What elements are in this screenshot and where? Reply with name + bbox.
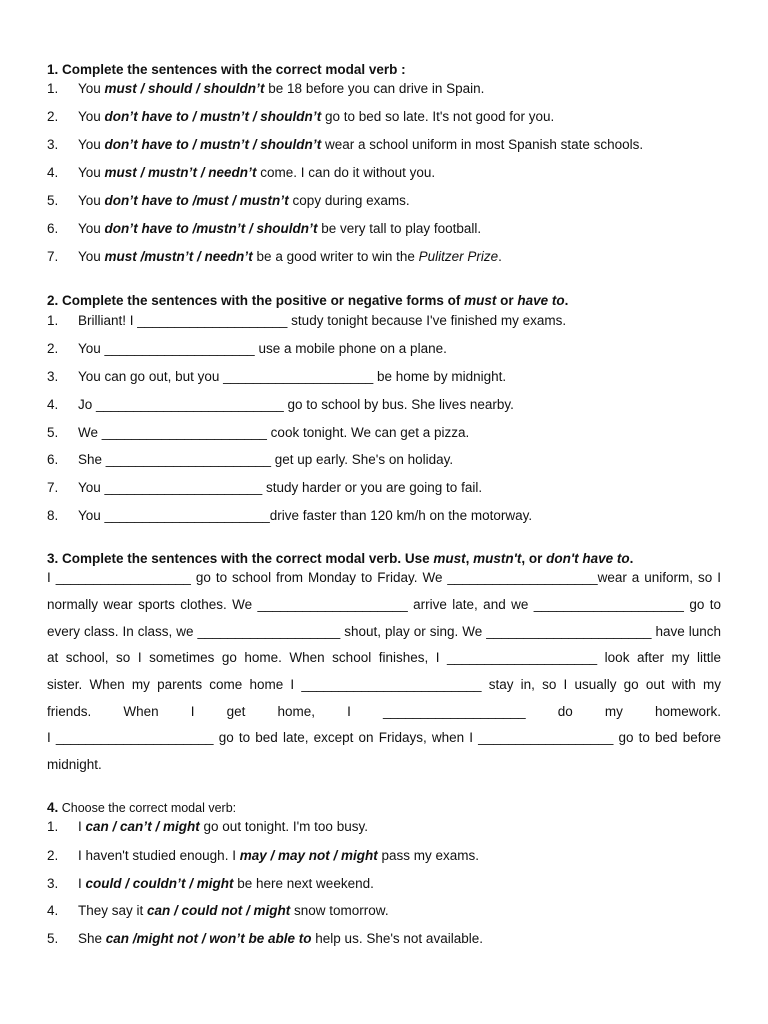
item-number: 5. <box>47 931 59 946</box>
item-text: You _____________________ study harder or you are going to fail. <box>78 480 483 495</box>
s4-item-1 <box>47 819 368 834</box>
item-number: 7. <box>47 480 59 495</box>
modal-options: can /might not / won’t be able to <box>105 931 312 946</box>
item-number: 4. <box>47 165 59 180</box>
item-text-post: snow tomorrow. <box>290 903 389 918</box>
item-number: 3. <box>47 369 59 384</box>
paragraph-line: at school, so I sometimes go home. When school finishes, I ____________________ look after my little <box>47 650 721 665</box>
item-number: 6. <box>47 452 59 467</box>
item-number: 6. <box>47 221 59 236</box>
title-text: 2. Complete the sentences with the positive or negative forms of <box>47 293 465 308</box>
modal-options: don’t have to /must / mustn’t <box>104 193 289 208</box>
item-number: 1. <box>47 81 59 96</box>
paragraph-line: normally wear sports clothes. We ____________________ arrive late, and we ____________________ go to <box>47 597 721 612</box>
s2-item-6 <box>47 452 453 467</box>
item-text: You ______________________drive faster than 120 km/h on the motorway. <box>78 508 533 523</box>
s2-item-1 <box>47 313 566 328</box>
s1-item-4 <box>47 165 435 180</box>
s2-item-4 <box>47 397 514 412</box>
item-text-pre: You <box>78 165 105 180</box>
paragraph-line: I _____________________ go to bed late, except on Fridays, when I __________________ go to bed before <box>47 730 721 745</box>
item-text-pre: You <box>78 137 105 152</box>
s2-item-3 <box>47 369 506 384</box>
paragraph-line: midnight. <box>47 757 102 772</box>
item-number: 1. <box>47 819 59 834</box>
section-3-title <box>47 551 633 566</box>
modal-options: can / can’t / might <box>85 819 200 834</box>
item-text-pre: She <box>78 931 106 946</box>
item-text-post: go to bed so late. It's not good for you. <box>321 109 555 124</box>
item-number: 7. <box>47 249 59 264</box>
item-number: 4. <box>47 397 59 412</box>
modal-options: must / should / shouldn’t <box>104 81 265 96</box>
modal-options: may / may not / might <box>239 848 378 863</box>
s1-item-3 <box>47 137 643 152</box>
s2-item-8 <box>47 508 532 523</box>
s1-item-7 <box>47 249 502 264</box>
item-text: You can go out, but you ____________________ be home by midnight. <box>78 369 507 384</box>
item-number: 1. <box>47 313 59 328</box>
title-keyword: have to <box>517 293 565 308</box>
item-number: 8. <box>47 508 59 523</box>
item-text-pre: They say it <box>78 903 148 918</box>
item-text-pre: You <box>78 249 105 264</box>
item-text-post: wear a school uniform in most Spanish state schools. <box>321 137 644 152</box>
title-keyword: mustn't <box>473 551 522 566</box>
s1-item-2 <box>47 109 554 124</box>
title-keyword: don't have to <box>546 551 630 566</box>
title-text: or <box>496 293 518 308</box>
paragraph-line: I __________________ go to school from Monday to Friday. We ____________________wear a uniform, so I <box>47 570 721 585</box>
paragraph-line: sister. When my parents come home I ________________________ stay in, so I usually go out with my <box>47 677 721 692</box>
title-text: , <box>465 551 474 566</box>
item-number: 5. <box>47 193 59 208</box>
item-number: 3. <box>47 876 59 891</box>
item-text-post: pass my exams. <box>377 848 480 863</box>
section-1-title: 1. Complete the sentences with the correct modal verb : <box>47 62 406 77</box>
s4-item-5 <box>47 931 483 946</box>
item-text-post: come. I can do it without you. <box>256 165 436 180</box>
modal-options: can / could not / might <box>147 903 291 918</box>
item-text-pre: I <box>78 819 86 834</box>
s4-item-2 <box>47 848 479 863</box>
item-text-post: copy during exams. <box>288 193 410 208</box>
title-number: 4. <box>47 800 59 815</box>
s1-item-6 <box>47 221 481 236</box>
item-text-pre: You <box>78 81 105 96</box>
item-text-post: go out tonight. I'm too busy. <box>199 819 368 834</box>
modal-options: don’t have to / mustn’t / shouldn’t <box>104 137 322 152</box>
modal-options: must / mustn’t / needn’t <box>104 165 257 180</box>
title-text: , or <box>521 551 547 566</box>
s4-item-3 <box>47 876 374 891</box>
s1-item-1 <box>47 81 484 96</box>
item-text-pre: You <box>78 193 105 208</box>
modal-options: must /mustn’t / needn’t <box>104 249 253 264</box>
title-keyword: must <box>433 551 466 566</box>
item-text-pre: You <box>78 221 105 236</box>
item-text-post: be very tall to play football. <box>317 221 482 236</box>
section-2-title <box>47 293 568 308</box>
paragraph-line: every class. In class, we ___________________ shout, play or sing. We ______________________ have lunch <box>47 624 721 639</box>
paragraph-line: friends. When I get home, I ___________________ do my homework. <box>47 704 721 719</box>
s1-item-5 <box>47 193 410 208</box>
item-number: 3. <box>47 137 59 152</box>
item-text: She ______________________ get up early. She's on holiday. <box>78 452 454 467</box>
item-text-post: help us. She's not available. <box>311 931 483 946</box>
s2-item-5 <box>47 425 469 440</box>
item-text-end: . <box>498 249 502 264</box>
title-text: . <box>564 293 569 308</box>
modal-options: don’t have to /mustn’t / shouldn’t <box>104 221 318 236</box>
prize-name: Pulitzer Prize <box>418 249 499 264</box>
item-text-pre: You <box>78 109 105 124</box>
item-text-post: be a good writer to win the <box>252 249 419 264</box>
title-text: 3. Complete the sentences with the correct modal verb. Use <box>47 551 434 566</box>
item-text: We ______________________ cook tonight. We can get a pizza. <box>78 425 470 440</box>
item-text-pre: I haven't studied enough. I <box>78 848 240 863</box>
item-text: You ____________________ use a mobile phone on a plane. <box>78 341 447 356</box>
item-number: 5. <box>47 425 59 440</box>
item-text-post: be here next weekend. <box>233 876 374 891</box>
item-text-post: be 18 before you can drive in Spain. <box>264 81 485 96</box>
item-number: 2. <box>47 341 59 356</box>
item-text: Brilliant! I ____________________ study tonight because I've finished my exams. <box>78 313 567 328</box>
section-4-title <box>47 800 236 815</box>
s2-item-7 <box>47 480 482 495</box>
title-text: . <box>629 551 634 566</box>
item-text: Jo _________________________ go to school by bus. She lives nearby. <box>78 397 514 412</box>
s2-item-2 <box>47 341 447 356</box>
modal-options: don’t have to / mustn’t / shouldn’t <box>104 109 322 124</box>
modal-options: could / couldn’t / might <box>85 876 234 891</box>
item-number: 2. <box>47 109 59 124</box>
title-keyword: must <box>464 293 497 308</box>
title-text: Choose the correct modal verb: <box>58 801 237 815</box>
item-text-pre: I <box>78 876 86 891</box>
item-number: 2. <box>47 848 59 863</box>
item-number: 4. <box>47 903 59 918</box>
s4-item-4 <box>47 903 389 918</box>
